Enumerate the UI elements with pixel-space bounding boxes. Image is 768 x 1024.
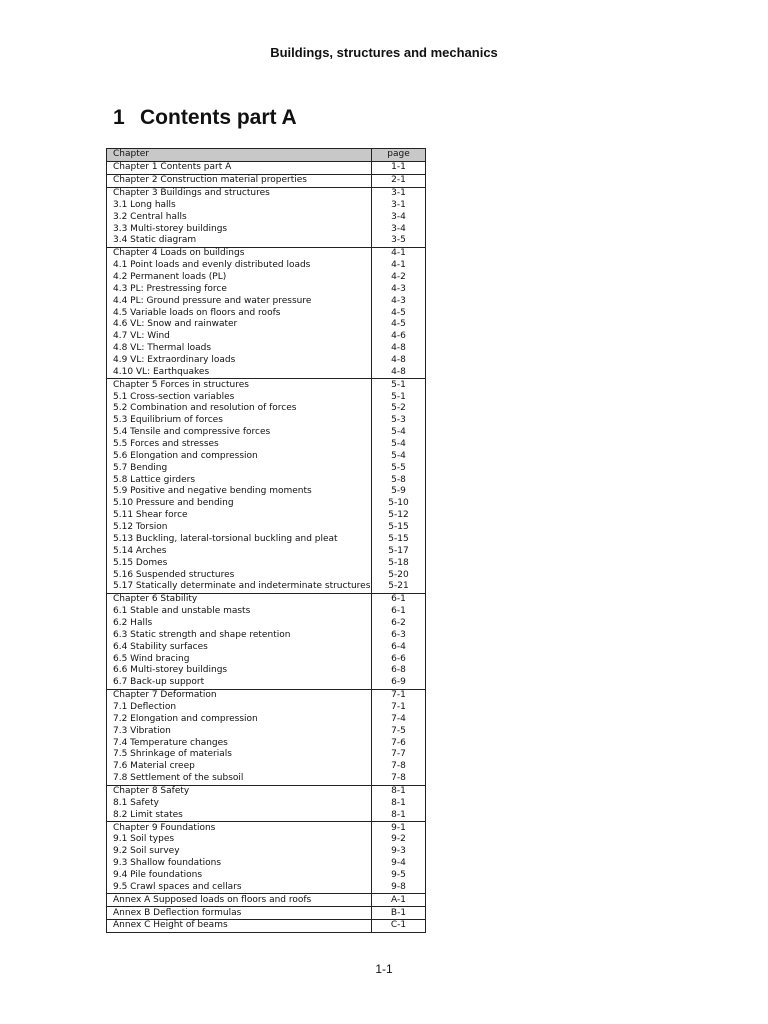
entry-title: 9.4 Pile foundations <box>107 870 372 882</box>
entry-title: 7.5 Shrinkage of materials <box>107 749 372 761</box>
entry-page: C-1 <box>372 920 426 933</box>
entry-title: 4.3 PL: Prestressing force <box>107 283 372 295</box>
entry-page: 5-4 <box>372 450 426 462</box>
entry-title: 5.7 Bending <box>107 462 372 474</box>
entry-page: 6-2 <box>372 618 426 630</box>
entry-page: 7-5 <box>372 725 426 737</box>
table-row <box>107 235 426 247</box>
table-row <box>107 785 426 797</box>
entry-title: 7.8 Settlement of the subsoil <box>107 773 372 785</box>
entry-page: 4-1 <box>372 260 426 272</box>
entry-title: 5.13 Buckling, lateral-torsional buckling and pleat <box>107 534 372 546</box>
contents-table-body <box>107 161 426 932</box>
table-row <box>107 522 426 534</box>
table-row <box>107 379 426 391</box>
table-row <box>107 593 426 605</box>
table-row <box>107 450 426 462</box>
entry-title: 4.9 VL: Extraordinary loads <box>107 355 372 367</box>
table-row <box>107 797 426 809</box>
entry-page: 5-17 <box>372 545 426 557</box>
entry-page: 3-1 <box>372 199 426 211</box>
entry-page: 5-8 <box>372 474 426 486</box>
entry-page: 8-1 <box>372 809 426 821</box>
table-row <box>107 439 426 451</box>
entry-page: 6-6 <box>372 653 426 665</box>
entry-title: 3.2 Central halls <box>107 211 372 223</box>
entry-page: 5-1 <box>372 391 426 403</box>
table-row <box>107 749 426 761</box>
table-row <box>107 415 426 427</box>
table-row <box>107 725 426 737</box>
entry-page: 4-5 <box>372 307 426 319</box>
entry-title: Chapter 8 Safety <box>107 785 372 797</box>
table-row <box>107 462 426 474</box>
chapter-column-header: Chapter <box>107 149 372 162</box>
entry-title: Chapter 4 Loads on buildings <box>107 247 372 259</box>
table-row <box>107 391 426 403</box>
section-number: 1 <box>113 106 125 129</box>
entry-page: 6-1 <box>372 606 426 618</box>
entry-page: 6-8 <box>372 665 426 677</box>
entry-title: Chapter 7 Deformation <box>107 689 372 701</box>
table-row <box>107 486 426 498</box>
entry-page: 9-3 <box>372 846 426 858</box>
entry-title: 6.7 Back-up support <box>107 677 372 689</box>
entry-page: 6-4 <box>372 641 426 653</box>
table-row <box>107 247 426 259</box>
section-title: Contents part A <box>140 106 297 129</box>
table-row <box>107 307 426 319</box>
entry-title: 3.1 Long halls <box>107 199 372 211</box>
table-row <box>107 403 426 415</box>
table-row <box>107 858 426 870</box>
table-row <box>107 545 426 557</box>
entry-title: 6.1 Stable and unstable masts <box>107 606 372 618</box>
table-row <box>107 606 426 618</box>
entry-title: 5.4 Tensile and compressive forces <box>107 427 372 439</box>
entry-title: 5.11 Shear force <box>107 510 372 522</box>
entry-page: 7-1 <box>372 689 426 701</box>
entry-title: 3.3 Multi-storey buildings <box>107 223 372 235</box>
table-row <box>107 174 426 187</box>
entry-page: B-1 <box>372 907 426 920</box>
entry-title: 6.2 Halls <box>107 618 372 630</box>
table-row <box>107 283 426 295</box>
entry-title: 4.2 Permanent loads (PL) <box>107 272 372 284</box>
table-row <box>107 355 426 367</box>
entry-title: Chapter 9 Foundations <box>107 822 372 834</box>
entry-page: 4-3 <box>372 283 426 295</box>
table-row <box>107 427 426 439</box>
entry-page: 8-1 <box>372 785 426 797</box>
entry-title: Chapter 5 Forces in structures <box>107 379 372 391</box>
entry-page: 5-2 <box>372 403 426 415</box>
entry-page: 6-3 <box>372 629 426 641</box>
entry-title: 5.3 Equilibrium of forces <box>107 415 372 427</box>
table-row <box>107 557 426 569</box>
table-row <box>107 834 426 846</box>
table-row <box>107 343 426 355</box>
table-row <box>107 641 426 653</box>
entry-title: 5.16 Suspended structures <box>107 569 372 581</box>
table-row <box>107 618 426 630</box>
entry-page: 5-18 <box>372 557 426 569</box>
table-row <box>107 713 426 725</box>
page-number: 1-1 <box>375 962 393 976</box>
table-row <box>107 474 426 486</box>
table-row <box>107 761 426 773</box>
entry-title: 8.1 Safety <box>107 797 372 809</box>
entry-page: 5-3 <box>372 415 426 427</box>
entry-page: 4-2 <box>372 272 426 284</box>
table-row <box>107 809 426 821</box>
entry-title: 6.4 Stability surfaces <box>107 641 372 653</box>
entry-title: 5.14 Arches <box>107 545 372 557</box>
entry-title: 5.5 Forces and stresses <box>107 439 372 451</box>
entry-page: 4-6 <box>372 331 426 343</box>
entry-title: 7.3 Vibration <box>107 725 372 737</box>
entry-title: 9.1 Soil types <box>107 834 372 846</box>
table-row <box>107 702 426 714</box>
entry-title: 6.3 Static strength and shape retention <box>107 629 372 641</box>
entry-page: 7-8 <box>372 773 426 785</box>
entry-page: 8-1 <box>372 797 426 809</box>
contents-table <box>106 148 426 933</box>
entry-page: 5-21 <box>372 581 426 593</box>
table-row <box>107 907 426 920</box>
entry-title: 6.5 Wind bracing <box>107 653 372 665</box>
entry-page: 5-5 <box>372 462 426 474</box>
entry-title: 6.6 Multi-storey buildings <box>107 665 372 677</box>
entry-title: 8.2 Limit states <box>107 809 372 821</box>
entry-title: 5.17 Statically determinate and indeterminate structures <box>107 581 372 593</box>
entry-page: 4-3 <box>372 295 426 307</box>
table-row <box>107 822 426 834</box>
entry-page: 6-1 <box>372 593 426 605</box>
entry-page: 7-6 <box>372 737 426 749</box>
entry-page: 5-15 <box>372 522 426 534</box>
entry-page: 6-9 <box>372 677 426 689</box>
entry-page: 1-1 <box>372 161 426 174</box>
entry-page: 5-9 <box>372 486 426 498</box>
entry-page: 9-8 <box>372 881 426 893</box>
entry-title: 4.6 VL: Snow and rainwater <box>107 319 372 331</box>
table-row <box>107 161 426 174</box>
entry-page: 7-4 <box>372 713 426 725</box>
table-row <box>107 629 426 641</box>
table-row <box>107 737 426 749</box>
entry-title: 4.1 Point loads and evenly distributed loads <box>107 260 372 272</box>
table-row <box>107 881 426 893</box>
entry-title: 5.10 Pressure and bending <box>107 498 372 510</box>
entry-page: 7-7 <box>372 749 426 761</box>
table-header-row <box>107 149 426 162</box>
page-column-header: page <box>372 149 426 162</box>
entry-page: 9-1 <box>372 822 426 834</box>
entry-title: Chapter 6 Stability <box>107 593 372 605</box>
entry-page: 5-1 <box>372 379 426 391</box>
entry-page: 5-4 <box>372 427 426 439</box>
entry-page: 5-12 <box>372 510 426 522</box>
table-row <box>107 211 426 223</box>
entry-title: 9.3 Shallow foundations <box>107 858 372 870</box>
entry-title: 9.5 Crawl spaces and cellars <box>107 881 372 893</box>
entry-page: 2-1 <box>372 174 426 187</box>
entry-page: 3-4 <box>372 211 426 223</box>
table-row <box>107 534 426 546</box>
entry-title: 4.5 Variable loads on floors and roofs <box>107 307 372 319</box>
entry-page: 4-8 <box>372 366 426 378</box>
entry-title: 4.10 VL: Earthquakes <box>107 366 372 378</box>
table-row <box>107 260 426 272</box>
entry-page: 9-5 <box>372 870 426 882</box>
entry-title: 5.15 Domes <box>107 557 372 569</box>
table-row <box>107 569 426 581</box>
entry-title: 4.4 PL: Ground pressure and water pressure <box>107 295 372 307</box>
table-row <box>107 331 426 343</box>
entry-title: Annex B Deflection formulas <box>107 907 372 920</box>
table-row <box>107 510 426 522</box>
entry-title: 5.6 Elongation and compression <box>107 450 372 462</box>
entry-page: A-1 <box>372 894 426 907</box>
entry-title: Annex C Height of beams <box>107 920 372 933</box>
table-row <box>107 581 426 593</box>
running-header: Buildings, structures and mechanics <box>270 45 498 60</box>
entry-page: 7-8 <box>372 761 426 773</box>
entry-title: 7.1 Deflection <box>107 702 372 714</box>
entry-title: Chapter 3 Buildings and structures <box>107 187 372 199</box>
entry-title: Annex A Supposed loads on floors and roofs <box>107 894 372 907</box>
entry-page: 4-5 <box>372 319 426 331</box>
entry-title: Chapter 1 Contents part A <box>107 161 372 174</box>
entry-title: 7.2 Elongation and compression <box>107 713 372 725</box>
entry-page: 4-8 <box>372 343 426 355</box>
table-row <box>107 870 426 882</box>
entry-title: 5.1 Cross-section variables <box>107 391 372 403</box>
table-row <box>107 366 426 378</box>
entry-title: 4.8 VL: Thermal loads <box>107 343 372 355</box>
entry-page: 7-1 <box>372 702 426 714</box>
entry-page: 3-1 <box>372 187 426 199</box>
table-row <box>107 295 426 307</box>
table-row <box>107 665 426 677</box>
table-row <box>107 653 426 665</box>
entry-page: 5-4 <box>372 439 426 451</box>
table-row <box>107 677 426 689</box>
table-row <box>107 272 426 284</box>
table-row <box>107 319 426 331</box>
entry-page: 3-5 <box>372 235 426 247</box>
entry-page: 5-20 <box>372 569 426 581</box>
entry-title: 7.4 Temperature changes <box>107 737 372 749</box>
table-row <box>107 846 426 858</box>
entry-title: 4.7 VL: Wind <box>107 331 372 343</box>
entry-page: 5-15 <box>372 534 426 546</box>
entry-title: 9.2 Soil survey <box>107 846 372 858</box>
page-title <box>113 106 297 130</box>
entry-title: Chapter 2 Construction material properties <box>107 174 372 187</box>
entry-page: 9-4 <box>372 858 426 870</box>
table-row <box>107 498 426 510</box>
entry-title: 5.8 Lattice girders <box>107 474 372 486</box>
entry-title: 5.2 Combination and resolution of forces <box>107 403 372 415</box>
table-row <box>107 187 426 199</box>
entry-title: 7.6 Material creep <box>107 761 372 773</box>
entry-title: 5.12 Torsion <box>107 522 372 534</box>
entry-page: 9-2 <box>372 834 426 846</box>
table-row <box>107 199 426 211</box>
table-row <box>107 773 426 785</box>
entry-page: 4-8 <box>372 355 426 367</box>
entry-page: 3-4 <box>372 223 426 235</box>
table-row <box>107 894 426 907</box>
table-row <box>107 223 426 235</box>
table-row <box>107 689 426 701</box>
entry-title: 5.9 Positive and negative bending moments <box>107 486 372 498</box>
entry-title: 3.4 Static diagram <box>107 235 372 247</box>
entry-page: 5-10 <box>372 498 426 510</box>
table-row <box>107 920 426 933</box>
entry-page: 4-1 <box>372 247 426 259</box>
